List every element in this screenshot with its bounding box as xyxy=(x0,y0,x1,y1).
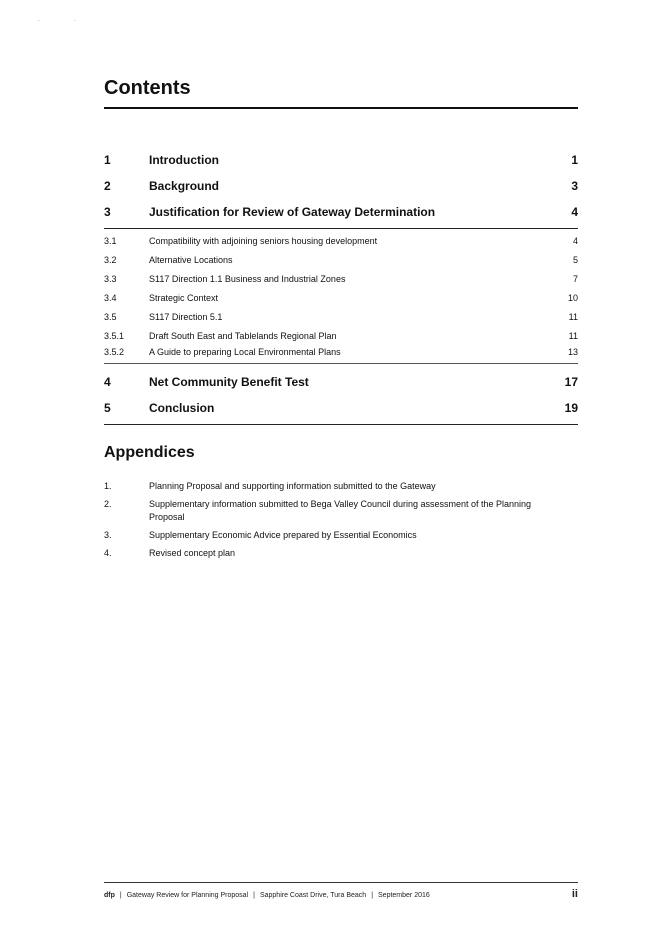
toc-entry-number: 4 xyxy=(104,375,111,389)
toc-subentry-label: A Guide to preparing Local Environmental Plans xyxy=(149,347,341,357)
toc-subentry-page: 13 xyxy=(567,347,578,357)
toc-subentry-3-5-2[interactable] xyxy=(104,344,578,364)
toc-entry-number: 2 xyxy=(104,179,111,193)
appendix-text: Supplementary information submitted to Bega Valley Council during assessment of the Planning Proposal xyxy=(149,499,532,522)
toc-subentry-number: 3.3 xyxy=(104,274,117,284)
scan-specks: ·· xyxy=(38,18,110,24)
toc-subentry-number: 3.4 xyxy=(104,293,117,303)
toc-entry-page: 17 xyxy=(564,375,578,389)
toc-subentry-3-1[interactable] xyxy=(104,233,578,252)
toc-entry-page: 19 xyxy=(564,401,578,415)
footer-brand: dfp xyxy=(104,892,115,899)
appendix-item xyxy=(104,498,578,524)
footer-page-number: ii xyxy=(571,888,578,900)
footer-separator: | xyxy=(253,892,255,899)
toc-subentry-3-4[interactable] xyxy=(104,290,578,309)
appendix-number: 2. xyxy=(104,499,112,509)
toc-entry-page: 1 xyxy=(571,153,578,167)
appendix-text: Supplementary Economic Advice prepared by Essential Economics xyxy=(149,530,417,540)
toc-entry-5[interactable] xyxy=(104,398,578,425)
toc-subentry-page: 4 xyxy=(572,236,578,246)
toc-subentry-label: Alternative Locations xyxy=(149,255,233,265)
toc-entry-1[interactable] xyxy=(104,150,578,176)
footer-separator: | xyxy=(119,892,122,899)
toc-entry-3[interactable] xyxy=(104,202,578,229)
toc-subentry-3-3[interactable] xyxy=(104,271,578,290)
footer-location: Sapphire Coast Drive, Tura Beach xyxy=(259,892,367,899)
toc-entry-page: 3 xyxy=(571,179,578,193)
table-of-contents xyxy=(104,150,578,425)
toc-entry-2[interactable] xyxy=(104,176,578,202)
appendix-text: Planning Proposal and supporting information submitted to the Gateway xyxy=(149,481,436,491)
toc-entry-label: Background xyxy=(149,179,220,193)
appendices-list xyxy=(104,480,578,565)
toc-entry-label: Introduction xyxy=(149,153,219,167)
appendix-number: 4. xyxy=(104,548,112,558)
toc-subentry-label: Strategic Context xyxy=(149,293,219,303)
page-title: Contents xyxy=(104,77,191,99)
toc-subentry-label: S117 Direction 1.1 Business and Industrial Zones xyxy=(149,274,346,284)
toc-entry-number: 3 xyxy=(104,205,111,219)
toc-entry-number: 5 xyxy=(104,401,111,415)
appendices-title: Appendices xyxy=(104,444,195,461)
toc-subentry-label: S117 Direction 5.1 xyxy=(149,312,223,322)
toc-entry-4[interactable] xyxy=(104,372,578,398)
page-footer xyxy=(104,888,578,900)
toc-entry-label: Net Community Benefit Test xyxy=(149,375,309,389)
toc-subentry-page: 5 xyxy=(572,255,578,265)
appendix-number: 1. xyxy=(104,481,112,491)
toc-entry-label: Conclusion xyxy=(149,401,215,415)
toc-entry-page: 4 xyxy=(571,205,578,219)
footer-doc-title: Gateway Review for Planning Proposal xyxy=(126,892,249,899)
toc-subentry-page: 11 xyxy=(568,331,578,341)
toc-subentry-page: 11 xyxy=(568,312,578,322)
toc-subentry-3-5-1[interactable] xyxy=(104,328,578,344)
footer-rule xyxy=(104,882,578,883)
toc-subentry-number: 3.2 xyxy=(104,255,117,265)
toc-subentry-number: 3.1 xyxy=(104,236,117,246)
appendix-item xyxy=(104,529,578,542)
toc-subentry-label: Compatibility with adjoining seniors housing development xyxy=(149,236,378,246)
toc-entry-number: 1 xyxy=(104,153,111,167)
toc-subentry-page: 10 xyxy=(567,293,578,303)
toc-subentry-3-5[interactable] xyxy=(104,309,578,328)
appendix-item xyxy=(104,547,578,560)
appendix-number: 3. xyxy=(104,530,112,540)
toc-subentry-3-2[interactable] xyxy=(104,252,578,271)
title-rule xyxy=(104,107,578,109)
toc-subentry-number: 3.5.1 xyxy=(104,331,125,341)
toc-subentry-label: Draft South East and Tablelands Regional Plan xyxy=(149,331,337,341)
toc-entry-label: Justification for Review of Gateway Determination xyxy=(149,205,436,219)
toc-subentry-number: 3.5 xyxy=(104,312,117,322)
toc-subentry-number: 3.5.2 xyxy=(104,347,125,357)
footer-separator: | xyxy=(371,892,374,899)
footer-date: September 2016 xyxy=(378,892,430,899)
toc-subentry-page: 7 xyxy=(572,274,578,284)
appendix-item xyxy=(104,480,578,493)
appendix-text: Revised concept plan xyxy=(149,548,236,558)
